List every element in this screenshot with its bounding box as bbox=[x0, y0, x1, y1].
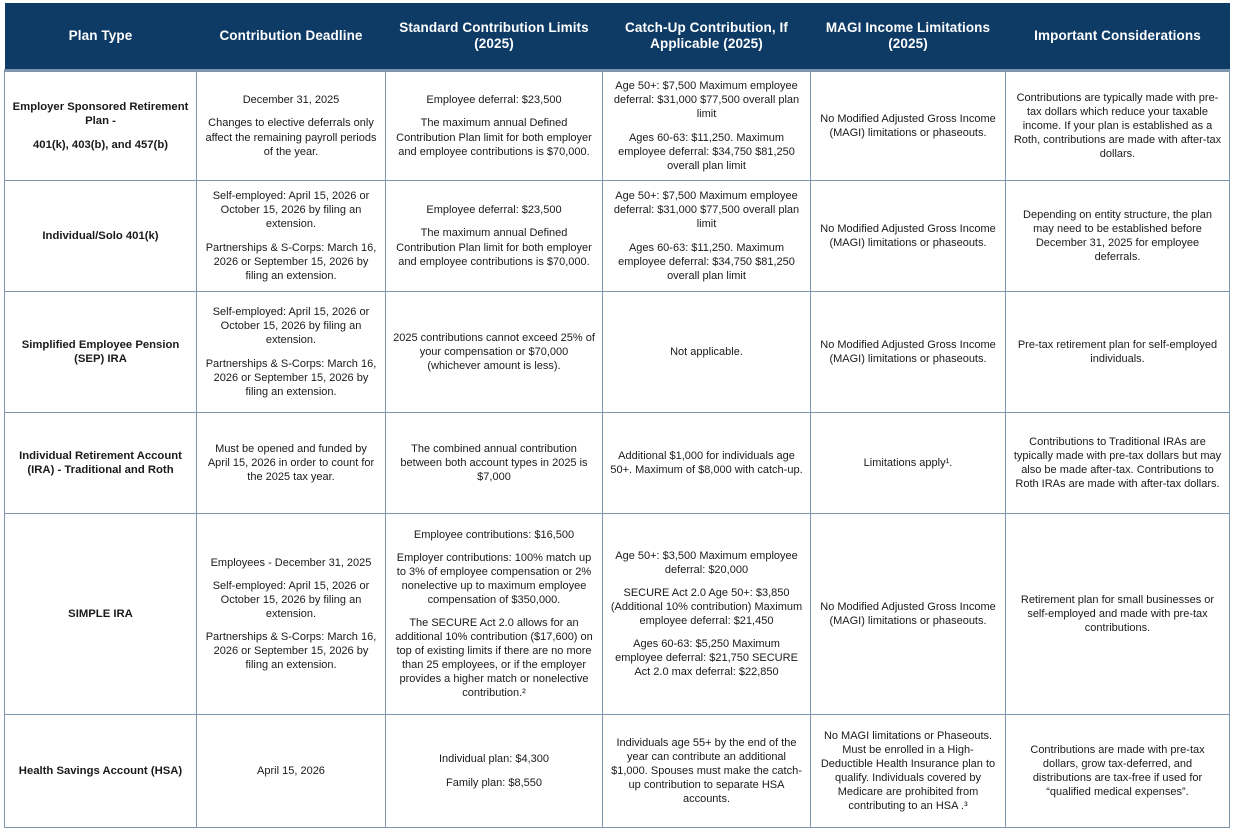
cell-plan-type bbox=[5, 413, 197, 514]
standard-paragraph-1: Employee deferral: $23,500 bbox=[426, 204, 562, 217]
deadline-paragraph-1: Self-employed: April 15, 2026 or October 15, 2026 by filing an extension. bbox=[212, 306, 370, 347]
deadline-paragraph-2: Self-employed: April 15, 2026 or October 15, 2026 by filing an extension. bbox=[212, 579, 370, 620]
cell-plan-type bbox=[5, 715, 197, 828]
catchup-paragraph-2: Ages 60-63: $11,250. Maximum employee deferral: $34,750 $81,250 overall plan limit bbox=[618, 131, 795, 172]
cell-catch-up-contribution bbox=[603, 514, 811, 715]
cell-standard-contribution-limits bbox=[386, 413, 603, 514]
plan-type-line-1: Individual Retirement Account (IRA) - Traditional and Roth bbox=[19, 449, 182, 476]
column-header-catch-up-contribution: Catch-Up Contribution, If Applicable (2025) bbox=[603, 3, 811, 71]
cell-contribution-deadline bbox=[197, 413, 386, 514]
table-row bbox=[5, 71, 1230, 181]
cell-standard-contribution-limits bbox=[386, 71, 603, 181]
cell-plan-type bbox=[5, 71, 197, 181]
cell-contribution-deadline bbox=[197, 715, 386, 828]
table-body bbox=[5, 71, 1230, 828]
cell-catch-up-contribution bbox=[603, 71, 811, 181]
column-header-important-considerations: Important Considerations bbox=[1006, 3, 1230, 71]
header-row bbox=[5, 3, 1230, 71]
table-row bbox=[5, 514, 1230, 715]
cell-important-considerations: Retirement plan for small businesses or self-employed and made with pre-tax contributions. bbox=[1006, 514, 1230, 715]
cell-contribution-deadline bbox=[197, 292, 386, 413]
deadline-paragraph-2: Partnerships & S-Corps: March 16, 2026 or September 15, 2026 by filing an extension. bbox=[205, 357, 377, 398]
retirement-plan-comparison-table bbox=[4, 3, 1230, 828]
deadline-paragraph-1: Employees - December 31, 2025 bbox=[210, 556, 372, 569]
plan-type-line-1: Simplified Employee Pension (SEP) IRA bbox=[21, 338, 180, 365]
cell-plan-type bbox=[5, 292, 197, 413]
table-header bbox=[5, 3, 1230, 71]
deadline-paragraph-2: Partnerships & S-Corps: March 16, 2026 or September 15, 2026 by filing an extension. bbox=[205, 241, 377, 282]
plan-type-line-1: Health Savings Account (HSA) bbox=[18, 764, 183, 777]
cell-important-considerations: Pre-tax retirement plan for self-employed individuals. bbox=[1006, 292, 1230, 413]
cell-plan-type bbox=[5, 181, 197, 292]
cell-catch-up-contribution bbox=[603, 715, 811, 828]
table-row bbox=[5, 292, 1230, 413]
cell-magi-income-limitations: No Modified Adjusted Gross Income (MAGI) limitations or phaseouts. bbox=[811, 514, 1006, 715]
catchup-paragraph-1: Additional $1,000 for individuals age 50+. Maximum of $8,000 with catch-up. bbox=[610, 449, 803, 476]
catchup-paragraph-2: SECURE Act 2.0 Age 50+: $3,850 (Additional 10% contribution) Maximum employee deferral: $21,450 bbox=[610, 586, 803, 627]
deadline-paragraph-1: Self-employed: April 15, 2026 or October 15, 2026 by filing an extension. bbox=[212, 190, 370, 231]
plan-type-line-1: Individual/Solo 401(k) bbox=[42, 229, 159, 242]
cell-important-considerations: Contributions are made with pre-tax dollars, grow tax-deferred, and distributions are tax-free if used for “qualified medical expenses”. bbox=[1006, 715, 1230, 828]
catchup-paragraph-1: Age 50+: $7,500 Maximum employee deferral: $31,000 $77,500 overall plan limit bbox=[613, 190, 800, 231]
plan-type-line-1: Employer Sponsored Retirement Plan - bbox=[12, 100, 189, 128]
cell-important-considerations: Contributions are typically made with pre-tax dollars which reduce your taxable income. If your plan is established as a Roth, contributions are made with after-tax dollars. bbox=[1006, 71, 1230, 181]
standard-paragraph-2: Family plan: $8,550 bbox=[446, 776, 542, 789]
standard-paragraph-1: Employee deferral: $23,500 bbox=[426, 94, 562, 107]
cell-important-considerations: Contributions to Traditional IRAs are typically made with pre-tax dollars but may also be made after-tax. Contributions to Roth IRAs are made with after-tax dollars. bbox=[1006, 413, 1230, 514]
standard-paragraph-1: The combined annual contribution between both account types in 2025 is $7,000 bbox=[400, 442, 588, 484]
column-header-plan-type: Plan Type bbox=[5, 3, 197, 71]
plan-type-line-2: 401(k), 403(b), and 457(b) bbox=[33, 138, 168, 151]
deadline-paragraph-2: Changes to elective deferrals only affect the remaining payroll periods of the year. bbox=[205, 117, 377, 158]
table-row bbox=[5, 181, 1230, 292]
deadline-paragraph-1: December 31, 2025 bbox=[242, 94, 340, 107]
cell-magi-income-limitations: Limitations apply¹. bbox=[811, 413, 1006, 514]
standard-paragraph-3: The SECURE Act 2.0 allows for an additional 10% contribution ($17,600) on top of existing limits if there are no more than 25 employees, or if the employer provides a higher match or nonelective contribution.² bbox=[395, 616, 593, 700]
cell-magi-income-limitations: No Modified Adjusted Gross Income (MAGI) limitations or phaseouts. bbox=[811, 71, 1006, 181]
cell-magi-income-limitations: No Modified Adjusted Gross Income (MAGI) limitations or phaseouts. bbox=[811, 292, 1006, 413]
catchup-paragraph-2: Ages 60-63: $11,250. Maximum employee deferral: $34,750 $81,250 overall plan limit bbox=[618, 241, 795, 282]
cell-contribution-deadline bbox=[197, 181, 386, 292]
deadline-paragraph-3: Partnerships & S-Corps: March 16, 2026 or September 15, 2026 by filing an extension. bbox=[205, 631, 377, 672]
cell-standard-contribution-limits bbox=[386, 181, 603, 292]
standard-paragraph-1: Employee contributions: $16,500 bbox=[413, 528, 575, 541]
cell-catch-up-contribution bbox=[603, 181, 811, 292]
standard-paragraph-1: 2025 contributions cannot exceed 25% of your compensation or $70,000 (whichever amount is less). bbox=[393, 331, 595, 373]
cell-important-considerations: Depending on entity structure, the plan may need to be established before December 31, 2025 for employee deferrals. bbox=[1006, 181, 1230, 292]
catchup-paragraph-3: Ages 60-63: $5,250 Maximum employee deferral: $21,750 SECURE Act 2.0 max deferral: $22,850 bbox=[615, 638, 798, 679]
cell-contribution-deadline bbox=[197, 71, 386, 181]
cell-magi-income-limitations: No MAGI limitations or Phaseouts. Must be enrolled in a High-Deductible Health Insurance plan to qualify. Individuals covered by Medicare are prohibited from contributing to an HSA .³ bbox=[811, 715, 1006, 828]
catchup-paragraph-1: Not applicable. bbox=[670, 345, 743, 358]
cell-standard-contribution-limits bbox=[386, 715, 603, 828]
cell-standard-contribution-limits bbox=[386, 292, 603, 413]
deadline-paragraph-1: April 15, 2026 bbox=[257, 764, 325, 777]
cell-plan-type bbox=[5, 514, 197, 715]
column-header-standard-contribution-limits: Standard Contribution Limits (2025) bbox=[386, 3, 603, 71]
table-row bbox=[5, 413, 1230, 514]
standard-paragraph-1: Individual plan: $4,300 bbox=[438, 753, 550, 766]
catchup-paragraph-1: Age 50+: $3,500 Maximum employee deferral: $20,000 bbox=[615, 549, 798, 576]
cell-catch-up-contribution bbox=[603, 292, 811, 413]
standard-paragraph-2: Employer contributions: 100% match up to 3% of employee compensation or 2% nonelective up to maximum employee compensation of $350,000. bbox=[396, 551, 592, 606]
plan-type-line-1: SIMPLE IRA bbox=[68, 607, 133, 620]
cell-contribution-deadline bbox=[197, 514, 386, 715]
column-header-contribution-deadline: Contribution Deadline bbox=[197, 3, 386, 71]
cell-catch-up-contribution bbox=[603, 413, 811, 514]
standard-paragraph-2: The maximum annual Defined Contribution Plan limit for both employer and employee contributions is $70,000. bbox=[396, 227, 592, 268]
deadline-paragraph-1: Must be opened and funded by April 15, 2026 in order to count for the 2025 tax year. bbox=[207, 442, 375, 484]
table-row bbox=[5, 715, 1230, 828]
standard-paragraph-2: The maximum annual Defined Contribution Plan limit for both employer and employee contributions is $70,000. bbox=[396, 117, 592, 158]
catchup-paragraph-1: Individuals age 55+ by the end of the year can contribute an additional $1,000. Spouses must make the catch-up contribution to separate HSA accounts. bbox=[611, 736, 802, 806]
catchup-paragraph-1: Age 50+: $7,500 Maximum employee deferral: $31,000 $77,500 overall plan limit bbox=[613, 80, 800, 121]
cell-standard-contribution-limits bbox=[386, 514, 603, 715]
cell-magi-income-limitations: No Modified Adjusted Gross Income (MAGI) limitations or phaseouts. bbox=[811, 181, 1006, 292]
column-header-magi-income-limitations: MAGI Income Limitations (2025) bbox=[811, 3, 1006, 71]
